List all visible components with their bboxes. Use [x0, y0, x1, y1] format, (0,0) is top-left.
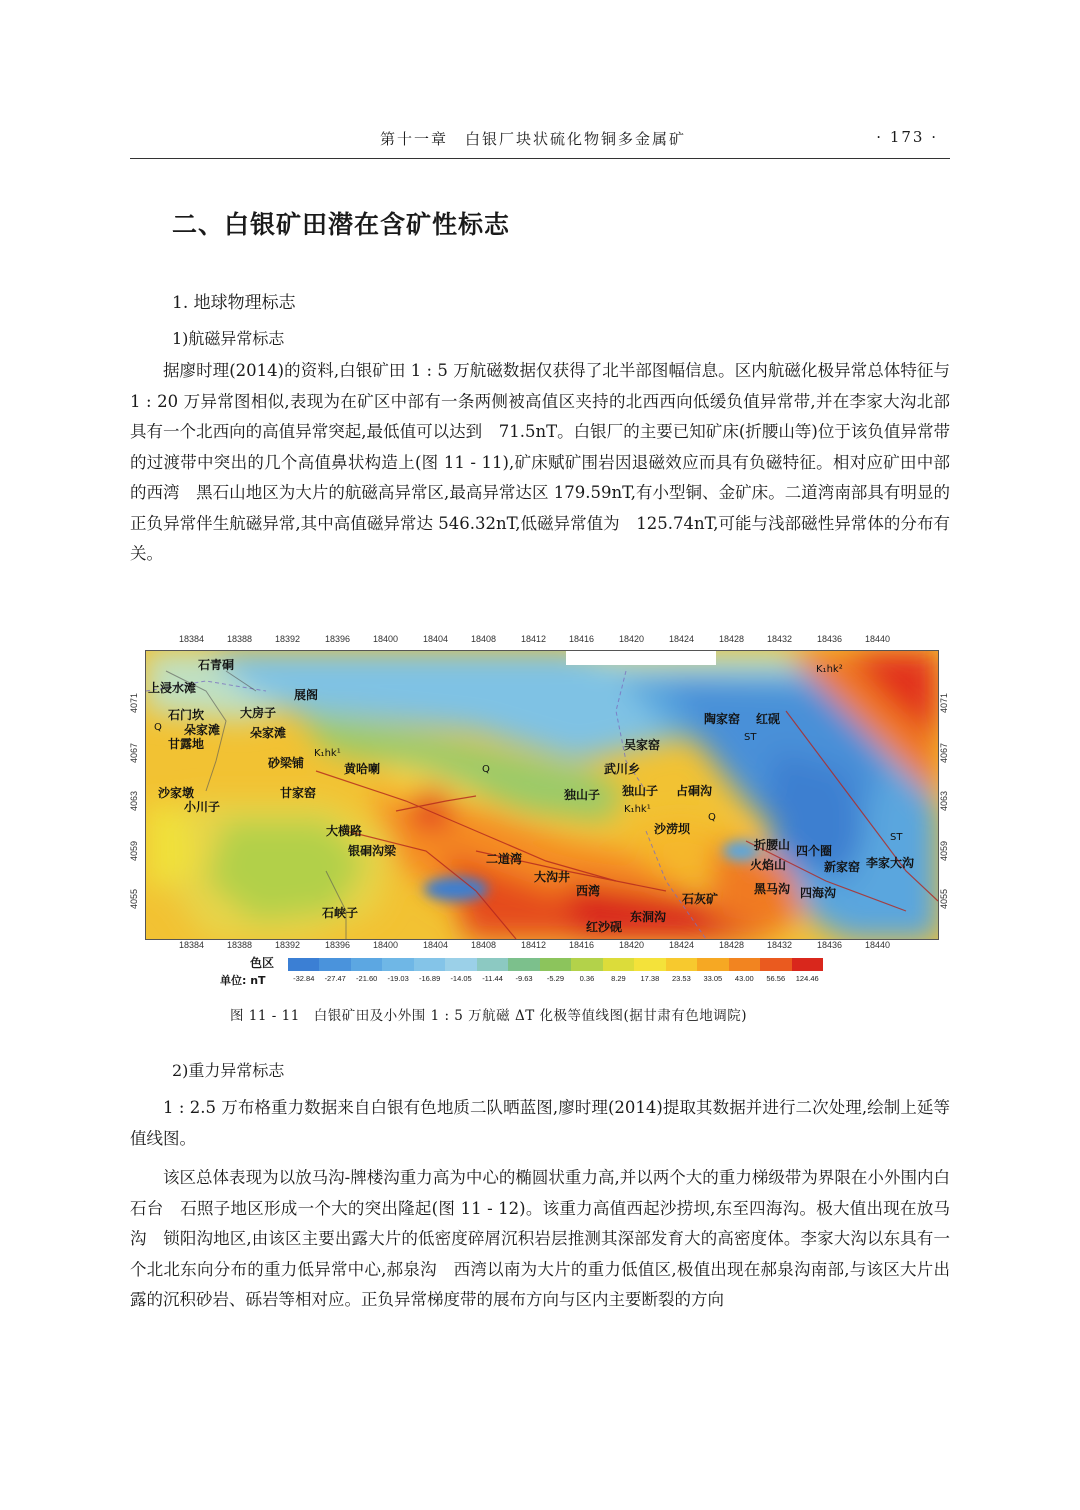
place-label: 西湾 — [576, 884, 601, 898]
y-tick-right: 4059 — [939, 840, 950, 862]
legend-swatch — [351, 958, 382, 971]
x-tick: 18424 — [669, 940, 695, 950]
legend-swatch — [666, 958, 697, 971]
geology-label: Q — [154, 722, 162, 733]
legend-value: -5.29 — [546, 974, 565, 983]
x-tick: 18432 — [767, 634, 793, 644]
place-label: 占硐沟 — [676, 784, 713, 798]
geology-label: ST — [744, 732, 757, 743]
x-tick: 18436 — [817, 940, 843, 950]
place-label: 独山子 — [622, 784, 659, 798]
place-label: 银硐沟梁 — [348, 844, 397, 858]
map-gap — [566, 651, 716, 665]
legend-swatch — [382, 958, 413, 971]
place-label: 沙家墩 — [158, 786, 195, 800]
place-label: 大沟井 — [534, 870, 571, 884]
x-tick: 18440 — [865, 634, 891, 644]
legend-value: -19.03 — [387, 974, 409, 983]
y-tick-left: 4067 — [129, 742, 140, 764]
running-header — [130, 122, 950, 159]
body-paragraph: 1 : 2.5 万布格重力数据来自白银有色地质二队晒蓝图,廖时理(2014)提取其数据并进行二次处理,绘制上延等值线图。 — [130, 1098, 950, 1148]
legend-value: 17.38 — [640, 974, 660, 983]
place-label: 东洞沟 — [630, 910, 667, 924]
geology-label: Q — [708, 812, 716, 823]
chapter-title: 第十一章 白银厂块状硫化物铜多金属矿 — [380, 130, 687, 148]
page-number: · 173 · — [876, 128, 938, 146]
legend-swatch — [477, 958, 508, 971]
legend-value: -21.60 — [356, 974, 378, 983]
place-label: 黄哈喇 — [344, 762, 381, 776]
place-label: 甘家窑 — [280, 786, 317, 800]
bottom-axis-ticks — [145, 940, 937, 952]
place-label: 四个圈 — [796, 844, 833, 858]
place-label: 甘露地 — [168, 737, 205, 751]
legend-swatch — [540, 958, 571, 971]
x-tick: 18428 — [719, 940, 745, 950]
place-label: 吴家窑 — [624, 738, 661, 752]
legend-swatch — [760, 958, 791, 971]
geology-label: Q — [482, 764, 490, 775]
legend-swatch — [445, 958, 476, 971]
subsection-heading: 1. 地球物理标志 — [172, 293, 296, 313]
x-tick: 18424 — [669, 634, 695, 644]
legend-value: 0.36 — [579, 974, 595, 983]
place-label: 红砚 — [756, 712, 781, 726]
place-label: 沙涝坝 — [654, 822, 691, 836]
legend-value: -11.44 — [482, 974, 503, 983]
x-tick: 18388 — [227, 940, 253, 950]
geology-label: ST — [890, 832, 903, 843]
place-label: 小川子 — [184, 800, 221, 814]
legend-swatch — [571, 958, 602, 971]
x-tick: 18392 — [275, 940, 301, 950]
x-tick: 18440 — [865, 940, 891, 950]
x-tick: 18436 — [817, 634, 843, 644]
place-label: 黑马沟 — [754, 882, 791, 896]
legend-swatch — [792, 958, 823, 971]
x-tick: 18412 — [521, 940, 547, 950]
place-label: 石青硐 — [198, 658, 235, 672]
legend-swatch — [508, 958, 539, 971]
x-tick: 18384 — [179, 634, 205, 644]
color-legend-bar — [288, 958, 823, 971]
place-label: 大横路 — [326, 824, 363, 838]
legend-value: -16.89 — [418, 974, 441, 983]
legend-value: 124.46 — [795, 974, 819, 983]
place-label: 大房子 — [240, 706, 277, 720]
x-tick: 18420 — [619, 940, 645, 950]
y-tick-right: 4071 — [939, 692, 950, 714]
legend-swatch — [319, 958, 350, 971]
legend-swatch — [729, 958, 760, 971]
legend-swatch — [603, 958, 634, 971]
x-tick: 18420 — [619, 634, 645, 644]
y-tick-left: 4063 — [129, 790, 140, 812]
x-tick: 18416 — [569, 634, 595, 644]
x-tick: 18396 — [325, 634, 351, 644]
x-tick: 18404 — [423, 634, 449, 644]
geology-label: K₁hk² — [816, 664, 843, 675]
place-label: 展阁 — [294, 688, 319, 702]
x-tick: 18412 — [521, 634, 547, 644]
place-label: 石灰矿 — [682, 892, 719, 906]
x-tick: 18396 — [325, 940, 351, 950]
legend-value: 8.29 — [611, 974, 626, 983]
x-tick: 18408 — [471, 940, 497, 950]
legend-value: 56.56 — [766, 974, 786, 983]
legend-value: -14.05 — [450, 974, 472, 983]
place-label: 石峡子 — [322, 906, 359, 920]
place-label: 独山子 — [564, 788, 601, 802]
place-label: 火焰山 — [750, 858, 787, 872]
geology-label: K₁hk¹ — [624, 804, 651, 815]
place-label: 四海沟 — [800, 886, 837, 900]
place-label: 李家大沟 — [866, 856, 915, 870]
legend-value: -9.63 — [515, 974, 533, 983]
color-legend-values — [288, 974, 823, 983]
section-title: 二、白银矿田潜在含矿性标志 — [172, 210, 511, 239]
place-label: 砂梁铺 — [268, 756, 305, 770]
legend-value: -32.84 — [293, 974, 315, 983]
x-tick: 18392 — [275, 634, 301, 644]
legend-swatch — [414, 958, 445, 971]
x-tick: 18400 — [373, 634, 399, 644]
legend-swatch — [634, 958, 665, 971]
x-tick: 18416 — [569, 940, 595, 950]
figure-caption: 图 11 - 11 白银矿田及小外围 1 : 5 万航磁 ΔT 化极等值线图(据甘肃有色地调院) — [230, 1008, 748, 1024]
y-tick-left: 4071 — [129, 692, 140, 714]
x-tick: 18408 — [471, 634, 497, 644]
subsubsection-heading: 1)航磁异常标志 — [172, 329, 285, 348]
legend-unit: 单位: nT — [220, 974, 266, 987]
legend-value: 23.53 — [671, 974, 691, 983]
place-label: 上浸水滩 — [148, 681, 197, 695]
legend-swatch — [288, 958, 319, 971]
legend-value: 33.05 — [703, 974, 723, 983]
place-label: 朵家滩 — [184, 723, 221, 737]
legend-value: -27.47 — [324, 974, 346, 983]
geology-label: K₁hk¹ — [314, 748, 341, 759]
place-label: 朵家滩 — [250, 726, 287, 740]
place-label: 新家窑 — [824, 860, 861, 874]
place-label: 武川乡 — [604, 762, 641, 776]
body-paragraph: 据廖时理(2014)的资料,白银矿田 1 : 5 万航磁数据仅获得了北半部图幅信息。区内航磁化极异常总体特征与 1 : 20 万异常图相似,表现为在矿区中部有一条两侧被高值区夹持的北西西向低缓负值异常带,并在李家大沟北部具有一个北西向的高值异常突起,最低值可以达到 71.5nT。白银厂的主要已知矿床(折腰山等)位于该负值异常带的过渡带中突出的几个高值鼻状构造上(图 11 - 11),矿床赋矿围岩因退磁效应而具有负磁特征。相对应矿田中部的西湾 黑石山地区为大片的航磁高异常区,最高异常达区 179.59nT,有小型铜、金矿床。二道湾南部具有明显的正负异常伴生航磁异常,其中高值磁异常达 546.32nT,低磁异常值为 125.74nT,可能与浅部磁性异常体的分布有关。 — [130, 361, 950, 563]
place-label: 石门坎 — [168, 708, 205, 722]
subsubsection-heading: 2)重力异常标志 — [172, 1061, 285, 1080]
x-tick: 18384 — [179, 940, 205, 950]
place-label: 二道湾 — [486, 852, 523, 866]
x-tick: 18400 — [373, 940, 399, 950]
y-tick-right: 4055 — [939, 888, 950, 910]
place-label: 陶家窑 — [704, 712, 741, 726]
y-tick-right: 4067 — [939, 742, 950, 764]
body-paragraph: 该区总体表现为以放马沟-牌楼沟重力高为中心的椭圆状重力高,并以两个大的重力梯级带为界限在小外围内白石台 石照子地区形成一个大的突出隆起(图 11 - 12)。该重力高值西起沙捞坝,东至四海沟。极大值出现在放马沟 锁阳沟地区,由该区主要出露大片的低密度碎屑沉积岩层推测其深部发育大的高密度体。李家大沟以东具有一个北北东向分布的重力低异常中心,郝泉沟 西湾以南为大片的重力低值区,极值出现在郝泉沟南部,与该区大片出露的沉积砂岩、砾岩等相对应。正负异常梯度带的展布方向与区内主要断裂的方向 — [130, 1168, 950, 1309]
y-tick-right: 4063 — [939, 790, 950, 812]
legend-swatch — [697, 958, 728, 971]
y-tick-left: 4059 — [129, 840, 140, 862]
place-label: 折腰山 — [754, 838, 791, 852]
top-axis-ticks — [145, 634, 937, 646]
place-label: 红沙砚 — [586, 920, 623, 934]
y-tick-left: 4055 — [129, 888, 140, 910]
x-tick: 18404 — [423, 940, 449, 950]
x-tick: 18388 — [227, 634, 253, 644]
figure-11-11 — [130, 632, 950, 1004]
x-tick: 18432 — [767, 940, 793, 950]
x-tick: 18428 — [719, 634, 745, 644]
legend-value: 43.00 — [734, 974, 754, 983]
legend-title: 色区 — [250, 956, 275, 970]
